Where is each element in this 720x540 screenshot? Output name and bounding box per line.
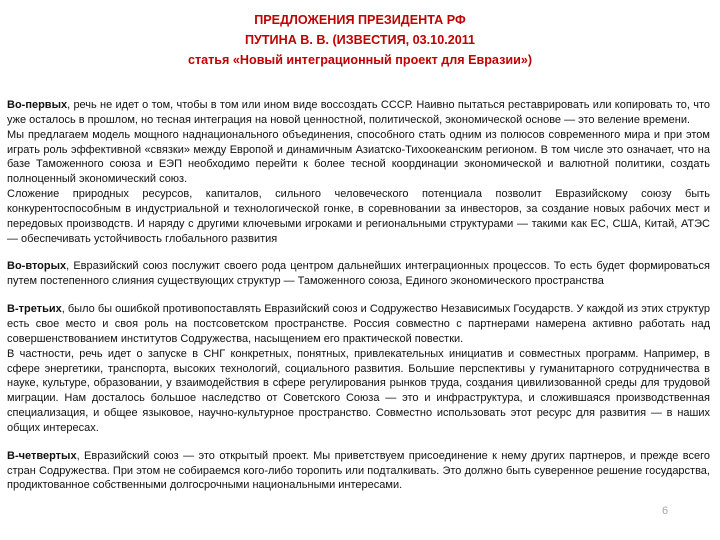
paragraph-lead: В-третьих [7,303,62,316]
paragraph-fourth [7,449,710,494]
paragraph-rest: , Евразийский союз — это открытый проект. Мы приветствуем присоединение к нему других партнеров, и прежде всего стран Содружества. При этом не собираемся кого-либо торопить или подталкивать. Это должно быть суверенное решение государства, продиктованное собственными долгосрочными национальными интересами. [7,449,710,492]
paragraph-text [7,259,710,289]
paragraph-lead: В-четвертых [7,449,77,462]
paragraph-text [7,449,710,494]
title-line-3: статья «Новый интеграционный проект для Евразии») [187,53,533,67]
title-line-1: ПРЕДЛОЖЕНИЯ ПРЕЗИДЕНТА РФ [254,13,466,27]
paragraph-lead: Во-первых [7,99,68,111]
paragraph-extra: Сложение природных ресурсов, капиталов, сильного человеческого потенциала позволит Евразийскому союзу быть конкурентоспособным в индустриальной и технологической гонке, в соревновании за инвесторов, за создание новых рабочих мест и передовых производств. И наряду с другими ключевыми игроками и региональными структурами — такими как ЕС, США, Китай, АТЭС — обеспечивать устойчивость глобального развития [7,188,710,245]
paragraph-rest: , было бы ошибкой противопоставлять Евразийский союз и Содружество Независимых Государств. У каждой из этих структур есть свое место и своя роль на постсоветском пространстве. Россия совместно с партнерами намерена активно работать над совершенствованием институтов Содружества, насыщением его практической повестки. [7,303,710,345]
paragraph-second [7,259,710,289]
paragraph-text [7,302,710,347]
paragraph-rest: , Евразийский союз послужит своего рода центром дальнейших интеграционных процессов. То есть будет формироваться путем постепенного слияния существующих структур — Таможенного союза, Единого экономического пространства [7,260,710,288]
paragraph-text [7,98,710,128]
slide-body [7,98,710,506]
paragraph-extra: В частности, речь идет о запуске в СНГ конкретных, понятных, привлекательных инициатив и совместных программ. Например, в сфере энергетики, транспорта, высоких технологий, социального развития. Большие перспективы у гуманитарного сотрудничества в науке, культуре, образовании, у взаимодействия в сфере регулирования рынков труда, создания цивилизованной среды для трудовой миграции. Нам досталось большое наследство от Советского Союза — это и инфраструктура, и сложившаяся производственная специализация, и общее языковое, научно-культурное пространство. Совместно использовать этот ресурс для развития — в наших общих интересах. [7,347,710,434]
paragraph-rest: , речь не идет о том, чтобы в том или ином виде воссоздать СССР. Наивно пытаться реставрировать или копировать то, что уже осталось в прошлом, но тесная интеграция на новой ценностной, политической, экономической основе — это веление времени. [7,99,710,126]
slide-title [60,10,660,70]
page-number: 6 [662,505,669,517]
paragraph-third [7,302,710,436]
paragraph-first [7,98,710,246]
paragraph-lead: Во-вторых [7,260,67,273]
title-line-2: ПУТИНА В. В. (ИЗВЕСТИЯ, 03.10.2011 [244,33,476,47]
paragraph-extra: Мы предлагаем модель мощного наднационального объединения, способного стать одним из полюсов современного мира и при этом играть роль эффективной «связки» между Европой и динамичным Азиатско-Тихоокеанским регионом. В том числе это означает, что на базе Таможенного союза и ЕЭП необходимо перейти к более тесной координации экономической и валютной политики, создать полноценный экономический союз. [7,128,710,186]
